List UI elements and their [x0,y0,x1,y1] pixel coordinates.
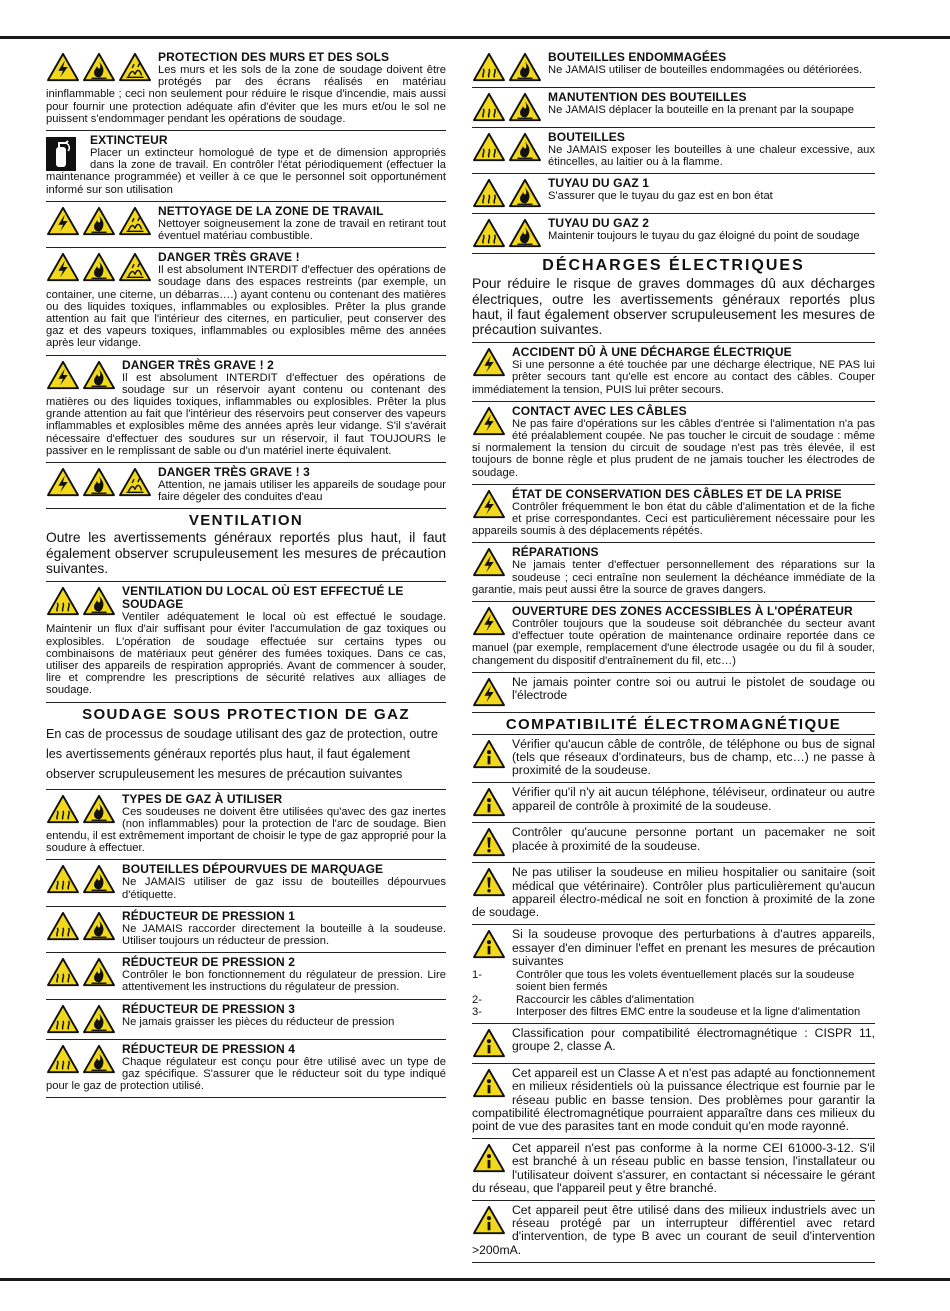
notice-text: Contrôler le bon fonctionnement du régulateur de pression. Lire attentivement les instructions du régulateur de pression. [122,969,446,994]
icon-group [472,606,506,636]
electric-hazard-icon [46,252,80,282]
notice-ouvert [472,602,875,673]
notice-title: BOUTEILLES [548,130,626,144]
notice-red2 [46,953,446,999]
notice-title: RÉDUCTEUR DE PRESSION 3 [122,1001,295,1016]
left-group-3 [46,790,446,1099]
fire-hazard-icon [82,1004,116,1034]
notice-extincteur [46,131,446,202]
notice-title: RÉDUCTEUR DE PRESSION 4 [122,1041,295,1056]
fire-hazard-icon [82,911,116,941]
notice-c2 [472,783,875,823]
notice-text: Vérifier qu'aucun câble de contrôle, de téléphone ou bus de signal (tels que réseaux d'ordinateurs, bus de champ, etc…) ne passe à proximité de la soudeuse. [512,736,875,778]
info-icon [472,1068,506,1098]
icon-group [46,1044,116,1074]
notice-tuy2 [472,214,875,254]
notice-vent [46,582,446,702]
notice-title: DANGER TRÈS GRAVE ! 3 [158,465,310,480]
notice-types [46,790,446,861]
notice-title: RÉDUCTEUR DE PRESSION 1 [122,908,295,923]
top-rule [0,36,950,39]
notice-title: RÉPARATIONS [512,545,599,560]
fire-hazard-icon [508,218,542,248]
precaution-number: 1- [472,968,482,981]
notice-text: Maintenir toujours le tuyau du gaz éloigné du point de soudage [548,230,860,243]
notice-endom [472,48,875,88]
notice-title: BOUTEILLES ENDOMMAGÉES [548,50,727,64]
fume-hazard-icon [472,218,506,248]
notice-tuy1 [472,174,875,214]
icon-group [472,1205,506,1235]
icon-group [46,467,152,497]
notice-text: Nettoyer soigneusement la zone de travail en retirant tout éventuel matériau combustible. [158,217,446,243]
splash-hazard-icon [118,252,152,282]
electric-hazard-icon [46,360,80,390]
notice-text: Cet appareil est un Classe A et n'est pas adapté au fonctionnement en milieux résidentiels où la puissance électrique est fournie par le réseau public en basse tension. Des problèmes pour garantir la compatibilité électromagnétique pourraient apparaître dans ces milieux du point de vue des parasites tant en mode conduit qu'en mode rayonné. [472,1066,875,1133]
bottom-rule [0,1278,950,1281]
fume-hazard-icon [46,911,80,941]
notice-title: TUYAU DU GAZ 1 [548,176,649,191]
icon-group [46,206,152,236]
info-icon [472,1205,506,1235]
notice-title: ÉTAT DE CONSERVATION DES CÂBLES ET DE LA PRISE [512,486,842,501]
notice-title: DANGER TRÈS GRAVE ! 2 [122,357,274,372]
notice-title: CONTACT AVEC LES CÂBLES [512,403,687,418]
notice-contact [472,402,875,485]
notice-danger1 [46,248,446,355]
icon-group [46,911,116,941]
notice-text: Il est absolument INTERDIT d'effectuer des opérations de soudage sur un réservoir ayant contenu ou contenant des matières ou des liquides toxiques, inflammables ou explosibles. Prêter la plus grande attention au fait que l'intérieur des réservoirs peut conserver des vapeurs inflammables et explosibles même des années après leur vidange. S'il s'avérait nécessaire d'effectuer des soudures sur un réservoir, il faut TOUJOURS le passiver en le remplissant de sable ou d'un matériel inerte équivalent. [46,371,446,457]
icon-group [46,135,84,171]
fume-hazard-icon [472,92,506,122]
icon-group [472,132,542,162]
fire-hazard-icon [508,92,542,122]
precaution-text: Raccourcir les câbles d'alimentation [516,993,695,1006]
precaution-text: Contrôler que tous les volets éventuellement placés sur la soudeuse soient bien fermés [516,968,855,994]
fire-hazard-icon [508,178,542,208]
notice-text: Vérifier qu'il n'y ait aucun téléphone, téléviseur, ordinateur ou autre appareil de contrôle à proximité de la soudeuse. [512,785,875,813]
notice-text: Ne JAMAIS exposer les bouteilles à une chaleur excessive, aux étincelles, au laitier ou à la flamme. [548,144,875,169]
info-icon [472,1028,506,1058]
icon-group [472,52,542,82]
notice-text: Ne pas faire d'opérations sur les câbles d'entrée si l'alimentation n'a pas été préalablement coupée. Ne pas toucher le circuit de soudage : même si normalement la tension du circuit de soudage n'est pas très élevée, il est toujours de bonne règle et plus prudent de ne jamais toucher les électrodes de soudage. [472,417,875,479]
precaution-item [472,1006,875,1018]
electric-hazard-icon [472,489,506,519]
icon-group [472,92,542,122]
notice-text: Cet appareil peut être utilisé dans des milieux industriels avec un réseau protégé par un interrupteur différentiel avec retard d'intervention, de type B avec un courant de seuil d'intervention >200mA. [472,1202,875,1257]
info-icon [472,929,506,959]
emc-heading: COMPATIBILITÉ ÉLECTROMAGNÉTIQUE [472,713,875,735]
notice-text: Ventiler adéquatement le local où est effectué le soudage. Maintenir un flux d'air suffisant pour éviter l'accumulation de gaz toxiques ou explosibles. L'opération de soudage effectuée sur certains types ou combinaisons de matériaux peut générer des fumées toxiques. Dans ce cas, utiliser des appareils de respiration appropriés. Avant de commencer à souder, lire et comprendre les prescriptions de sécurité relatives aux alliages de soudage. [46,611,446,697]
notice-title: RÉDUCTEUR DE PRESSION 2 [122,955,295,970]
notice-title: PROTECTION DES MURS ET DES SOLS [158,50,390,64]
icon-group [472,739,506,769]
fire-hazard-icon [82,864,116,894]
notice-c9 [472,1201,875,1263]
gas-intro: En cas de processus de soudage utilisant des gaz de protection, outre les avertissements généraux reportés plus haut, il faut également observer scrupuleusement les mesures de précaution suivantes [46,724,446,790]
right-group-1 [472,48,875,254]
electric-hazard-icon [472,347,506,377]
electric-hazard-icon [472,606,506,636]
info-icon [472,1143,506,1173]
icon-group [472,1028,506,1058]
notice-bout [472,128,875,174]
precaution-number: 3- [472,1005,482,1018]
fire-hazard-icon [82,206,116,236]
notice-text: Ne jamais graisser les pièces du réducteur de pression [122,1015,395,1028]
icon-group [46,360,116,390]
notice-title: BOUTEILLES DÉPOURVUES DE MARQUAGE [122,862,384,877]
icon-group [472,1068,506,1098]
notice-text: Il est absolument INTERDIT d'effectuer des opérations de soudage dans des espaces restreints (par exemple, un container, une citerne, un débarras….) ayant contenu ou contenant des matières ou des liquides toxiques, inflammables ou explosibles. Prêter la plus grande attention au fait que l'intérieur des citernes, en particulier, peut conserver des gaz et des vapeurs toxiques, inflammables ou explosibles même des années après leur vidange. [46,264,446,350]
notice-title: DANGER TRÈS GRAVE ! [158,250,300,265]
fire-hazard-icon [82,794,116,824]
notice-text: Ne JAMAIS déplacer la bouteille en la prenant par la soupape [548,104,854,116]
notice-text: Les murs et les sols de la zone de soudage doivent être protégés par des écrans réalisés en matériau ininflammable ; ceci non seulement pour réduire le risque d'incendie, mais aussi pour fournir une protection adéquate afin d'éviter que les murs et/ou le sol ne puissent s'endommager pendant les opérations de soudage. [46,64,446,125]
notice-text: Classification pour compatibilité électromagnétique : CISPR 11, groupe 2, classe A. [512,1026,875,1054]
exclaim-icon [472,827,506,857]
left-group-1 [46,48,446,509]
electric-hazard-icon [46,467,80,497]
notice-danger2 [46,356,446,463]
left-column [46,48,446,1098]
notice-title: NETTOYAGE DE LA ZONE DE TRAVAIL [158,203,384,218]
notice-manut [472,88,875,128]
splash-hazard-icon [118,52,152,82]
fire-hazard-icon [82,52,116,82]
icon-group [472,827,506,857]
notice-nettoyage [46,202,446,248]
icon-group [46,52,152,82]
notice-text: Attention, ne jamais utiliser les appareils de soudage pour faire dégeler des conduites d'eau [158,479,446,504]
fire-hazard-icon [82,957,116,987]
electric-hazard-icon [472,406,506,436]
icon-group [46,252,152,282]
notice-red3 [46,1000,446,1040]
icon-group [472,489,506,519]
notice-title: VENTILATION DU LOCAL OÙ EST EFFECTUÉ LE SOUDAGE [122,584,404,612]
fume-hazard-icon [472,52,506,82]
gas-heading: SOUDAGE SOUS PROTECTION DE GAZ [82,705,410,723]
electric-hazard-icon [472,547,506,577]
icon-group [46,586,116,616]
notice-text: Contrôler toujours que la soudeuse soit débranchée du secteur avant d'effectuer toute opération de maintenance ordinaire reportée dans ce manuel (par exemple, remplacement d'une électrode usagée ou du fil à souder, changement du dispositif d'entraînement du fil, etc…) [472,618,875,667]
precaution-number: 2- [472,993,482,1006]
fire-hazard-icon [82,586,116,616]
notice-text: Si une personne a été touchée par une décharge électrique, NE PAS lui prêter secours tant qu'elle est encore au contact des câbles. Couper immédiatement la tension, PUIS lui prêter secours. [472,359,875,396]
icon-group [472,1143,506,1173]
notice-text: Contrôler qu'aucune personne portant un pacemaker ne soit placée à proximité de la soudeuse. [512,825,875,853]
notice-text: Si la soudeuse provoque des perturbations à d'autres appareils, essayer d'en diminuer l'effet en prenant les mesures de précaution suivantes [512,927,875,968]
notice-c4 [472,863,875,925]
notice-c7 [472,1064,875,1139]
precaution-list [472,969,875,1018]
icon-group [472,547,506,577]
notice-text: Contrôler fréquemment le bon état du câble d'alimentation et de la fiche et prise correspondantes. Ceci est particulièrement nécessaire pour les appareils soumis à des déplacements répétés. [472,500,875,538]
fire-hazard-icon [508,52,542,82]
left-group-2 [46,582,446,702]
notice-text: Ne jamais tenter d'effectuer personnellement des réparations sur la soudeuse ; ceci entraîne non seulement la déchéance immédiate de la garantie, mais peut aussi être la source de graves dangers. [472,559,875,596]
fume-hazard-icon [46,957,80,987]
notice-text: Ne jamais pointer contre soi ou autrui le pistolet de soudage ou l'électrode [512,674,875,703]
notice-text: Placer un extincteur homologué de type et de dimension appropriés dans la zone de travail. En contrôler l'état périodiquement (effectuer la maintenance programmée) et veiller à ce que le personnel soit opportunément informé sur son utilisation [46,147,446,196]
fume-hazard-icon [46,864,80,894]
fume-hazard-icon [472,178,506,208]
notice-accident [472,343,875,402]
right-column [472,48,875,1263]
right-group-3 [472,735,875,1263]
notice-c6 [472,1024,875,1064]
splash-hazard-icon [118,467,152,497]
ventilation-intro: Outre les avertissements généraux reportés plus haut, il faut également observer scrupuleusement les mesures de précaution suivantes. [46,530,446,582]
icon-group [472,677,506,707]
precaution-text: Interposer des filtres EMC entre la soudeuse et la ligne d'alimentation [516,1005,861,1018]
notice-repar [472,543,875,602]
icon-group [472,867,506,897]
notice-title: TUYAU DU GAZ 2 [548,216,649,231]
fire-hazard-icon [82,360,116,390]
icon-group [472,347,506,377]
notice-text: Ne JAMAIS raccorder directement la bouteille à la soudeuse. Utiliser toujours un réducteur de pression. [122,922,446,947]
notice-text: Ne JAMAIS utiliser de bouteilles endommagées ou détériorées. [548,64,863,76]
notice-text: Ne JAMAIS utiliser de gaz issu de bouteilles dépourvues d'étiquette. [122,876,446,901]
icon-group [46,1004,116,1034]
fume-hazard-icon [46,794,80,824]
extinguisher-icon [46,135,84,171]
fire-hazard-icon [508,132,542,162]
fume-hazard-icon [472,132,506,162]
icon-group [472,406,506,436]
electric-heading: DÉCHARGES ÉLECTRIQUES [542,257,805,275]
right-group-2 [472,343,875,713]
electric-intro: Pour réduire le risque de graves dommages dû aux décharges électriques, outre les avertissements généraux reportés plus haut, il faut également observer scrupuleusement les mesures de précaution suivantes. [472,276,875,343]
notice-title: ACCIDENT DÛ À UNE DÉCHARGE ÉLECTRIQUE [512,345,792,360]
icon-group [46,864,116,894]
precaution-item [472,969,875,994]
fire-hazard-icon [82,467,116,497]
fire-hazard-icon [82,1044,116,1074]
icon-group [472,178,542,208]
notice-marquage [46,860,446,906]
electric-hazard-icon [46,206,80,236]
notice-text: Ces soudeuses ne doivent être utilisées qu'avec des gaz inertes (non inflammables) pour la protection de l'arc de soudage. Bien entendu, il est extrêmement important de choisir le type de gaz approprié pour la soudure à effectuer. [46,805,446,855]
fire-hazard-icon [82,252,116,282]
icon-group [46,794,116,824]
notice-text: Chaque régulateur est conçu pour être utilisé avec un type de gaz spécifique. S'assurer que le réducteur soit du type indiqué pour le gaz de protection utilisé. [46,1055,446,1092]
icon-group [46,957,116,987]
fume-hazard-icon [46,1044,80,1074]
notice-danger3 [46,463,446,509]
notice-text: Ne pas utiliser la soudeuse en milieu hospitalier ou sanitaire (soit médical que vétérinaire). Contrôler plus particulièrement qu'aucun appareil électro-médical ne soit en fonction à proximité de la zone de soudage. [472,865,875,920]
notice-c8 [472,1139,875,1201]
notice-red4 [46,1040,446,1099]
electric-hazard-icon [472,677,506,707]
notice-pistolet [472,673,875,713]
notice-text: S'assurer que le tuyau du gaz est en bon état [548,190,773,203]
notice-c5 [472,925,875,1024]
notice-title: OUVERTURE DES ZONES ACCESSIBLES À L'OPÉRATEUR [512,604,853,619]
icon-group [472,787,506,817]
notice-title: TYPES DE GAZ À UTILISER [122,791,283,806]
splash-hazard-icon [118,206,152,236]
precaution-item [472,994,875,1006]
notice-etat [472,485,875,544]
icon-group [472,218,542,248]
notice-red1 [46,907,446,953]
electric-hazard-icon [46,52,80,82]
ventilation-heading: VENTILATION [188,512,304,530]
info-icon [472,787,506,817]
exclaim-icon [472,867,506,897]
notice-title: EXTINCTEUR [90,133,168,148]
notice-murs [46,48,446,131]
notice-title: MANUTENTION DES BOUTEILLES [548,90,747,104]
notice-c3 [472,823,875,863]
notice-c1 [472,735,875,784]
fume-hazard-icon [46,586,80,616]
icon-group [472,929,506,959]
info-icon [472,739,506,769]
notice-text: Cet appareil n'est pas conforme à la norme CEI 61000-3-12. S'il est branché à un réseau public en basse tension, l'installateur ou l'utilisateur doivent s'assurer, en contactant si nécessaire le gérant du réseau, que l'appareil peut y être branché. [472,1141,875,1195]
fume-hazard-icon [46,1004,80,1034]
